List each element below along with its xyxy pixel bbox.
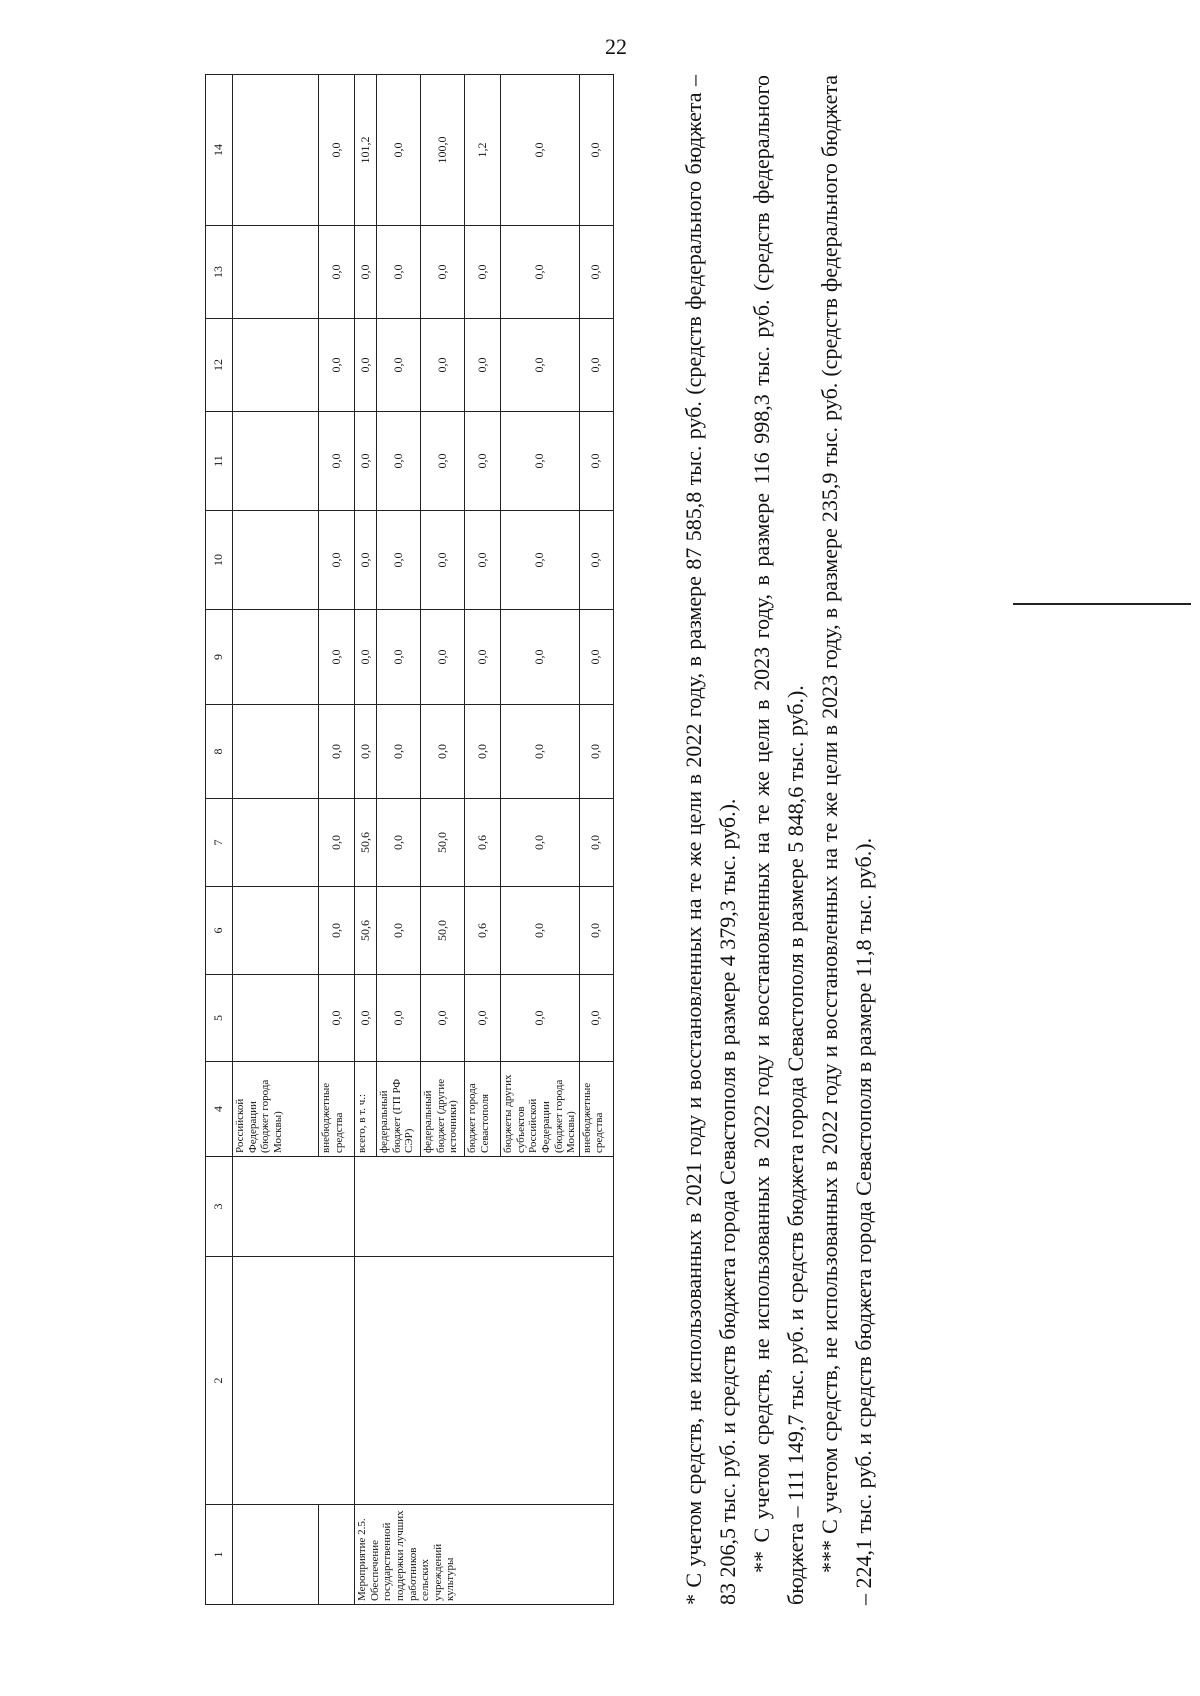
header-cell: 2 (206, 1257, 233, 1505)
value-cell (233, 975, 319, 1062)
value-cell: 0,0 (501, 975, 580, 1062)
value-cell: 0,0 (377, 319, 421, 412)
header-cell: 14 (206, 75, 233, 226)
value-cell: 0,0 (319, 226, 355, 319)
value-cell: 0,0 (421, 226, 465, 319)
budget-table (205, 74, 614, 1605)
value-cell: 0,0 (355, 610, 377, 705)
value-cell (233, 887, 319, 975)
value-cell: 0,0 (579, 705, 613, 799)
funding-source: бюджеты других субъектов Российской Федерации (бюджет города Москвы) (501, 1062, 580, 1157)
header-cell: 5 (206, 975, 233, 1062)
value-cell: 0,0 (465, 319, 501, 412)
value-cell: 0,0 (501, 226, 580, 319)
value-cell: 0,0 (465, 412, 501, 511)
value-cell: 100,0 (421, 75, 465, 226)
value-cell: 0,0 (579, 511, 613, 610)
value-cell: 0,6 (465, 887, 501, 975)
table-cell (233, 1505, 319, 1605)
value-cell: 0,0 (319, 887, 355, 975)
value-cell: 0,0 (465, 975, 501, 1062)
value-cell: 0,0 (501, 887, 580, 975)
value-cell: 0,0 (501, 511, 580, 610)
value-cell (233, 610, 319, 705)
value-cell: 0,0 (319, 412, 355, 511)
value-cell: 50,0 (421, 799, 465, 887)
rotated-content (205, 75, 965, 1605)
value-cell: 50,6 (355, 799, 377, 887)
header-row (206, 75, 233, 1605)
value-cell: 0,0 (355, 511, 377, 610)
value-cell: 50,0 (421, 887, 465, 975)
footnotes (677, 75, 881, 1605)
value-cell: 0,0 (465, 610, 501, 705)
separator-line (1013, 603, 1191, 605)
value-cell: 0,0 (501, 412, 580, 511)
header-cell: 7 (206, 799, 233, 887)
table-cell (355, 1157, 614, 1257)
funding-source: федеральный бюджет (ГП РФ СЭР) (377, 1062, 421, 1157)
value-cell: 0,0 (377, 705, 421, 799)
value-cell: 50,6 (355, 887, 377, 975)
value-cell (233, 705, 319, 799)
value-cell: 0,0 (377, 226, 421, 319)
header-cell: 12 (206, 319, 233, 412)
value-cell: 0,0 (421, 319, 465, 412)
value-cell: 0,0 (501, 799, 580, 887)
value-cell: 0,0 (377, 975, 421, 1062)
value-cell: 0,0 (355, 412, 377, 511)
header-cell: 4 (206, 1062, 233, 1157)
value-cell: 0,0 (355, 705, 377, 799)
value-cell: 0,0 (465, 511, 501, 610)
value-cell: 0,0 (319, 511, 355, 610)
funding-source: внебюджетные средства (579, 1062, 613, 1157)
value-cell: 0,0 (421, 610, 465, 705)
value-cell: 0,0 (355, 226, 377, 319)
value-cell: 0,0 (319, 799, 355, 887)
value-cell: 0,0 (465, 226, 501, 319)
header-cell: 8 (206, 705, 233, 799)
value-cell: 0,0 (579, 412, 613, 511)
table-cell (233, 1157, 355, 1257)
value-cell: 0,0 (501, 610, 580, 705)
footnote: *** С учетом средств, не использованных в 2022 году и восстановленных на те же цели в 2023 году, в размере 235,9 тыс. руб. (средств федерального бюджета – 224,1 тыс. руб. и средств бюджета города Севастополя в размере 11,8 тыс. руб.). (817, 75, 876, 1605)
value-cell: 0,0 (501, 705, 580, 799)
value-cell: 0,0 (579, 975, 613, 1062)
value-cell: 0,0 (501, 75, 580, 226)
value-cell: 0,0 (377, 887, 421, 975)
value-cell: 0,0 (377, 511, 421, 610)
table-cell (319, 1505, 355, 1605)
header-cell: 10 (206, 511, 233, 610)
value-cell: 0,0 (579, 799, 613, 887)
header-cell: 3 (206, 1157, 233, 1257)
value-cell: 0,0 (377, 610, 421, 705)
value-cell (233, 412, 319, 511)
value-cell: 0,0 (421, 975, 465, 1062)
value-cell (233, 75, 319, 226)
value-cell: 0,0 (421, 511, 465, 610)
value-cell: 0,0 (355, 975, 377, 1062)
value-cell: 0,0 (579, 319, 613, 412)
value-cell: 1,2 (465, 75, 501, 226)
funding-source: Российской Федерации (бюджет города Москвы) (233, 1062, 319, 1157)
value-cell: 0,0 (421, 412, 465, 511)
header-cell: 6 (206, 887, 233, 975)
footnote: * С учетом средств, не использованных в 2021 году и восстановленных на те же цели в 2022 году, в размере 87 585,8 тыс. руб. (средств федерального бюджета – 83 206,5 тыс. руб. и средств бюджета города Севастополя в размере 4 379,3 тыс. руб.). (681, 75, 740, 1605)
value-cell: 0,0 (319, 975, 355, 1062)
table-body (206, 75, 614, 1605)
value-cell: 0,0 (319, 319, 355, 412)
value-cell: 0,0 (319, 610, 355, 705)
table-cell (355, 1257, 614, 1505)
footnote: ** С учетом средств, не использованных в 2022 году и восстановленных на те же цели в 2023 году, в размере 116 998,3 тыс. руб. (средств федерального бюджета – 111 149,7 тыс. руб. и средств бюджета города Севастополя в размере 5 848,6 тыс. руб.). (749, 75, 808, 1605)
page-number: 22 (605, 34, 627, 59)
value-cell: 0,0 (377, 412, 421, 511)
value-cell: 0,0 (319, 705, 355, 799)
value-cell: 0,6 (465, 799, 501, 887)
measure-label: Мероприятие 2.5. Обеспечение государственной поддержки лучших работников сельских учреждений культуры (355, 1505, 614, 1605)
value-cell: 0,0 (579, 226, 613, 319)
table-row (355, 75, 377, 1605)
funding-source: федеральный бюджет (другие источники) (421, 1062, 465, 1157)
value-cell: 0,0 (579, 610, 613, 705)
value-cell: 0,0 (421, 705, 465, 799)
funding-source: бюджет города Севастополя (465, 1062, 501, 1157)
value-cell: 0,0 (377, 75, 421, 226)
funding-source: всего, в т. ч.: (355, 1062, 377, 1157)
value-cell (233, 799, 319, 887)
value-cell (233, 319, 319, 412)
funding-source: внебюджетные средства (319, 1062, 355, 1157)
value-cell: 0,0 (465, 705, 501, 799)
header-cell: 9 (206, 610, 233, 705)
value-cell (233, 511, 319, 610)
value-cell: 0,0 (579, 75, 613, 226)
value-cell: 0,0 (579, 887, 613, 975)
value-cell: 0,0 (319, 75, 355, 226)
table-cell (233, 1257, 355, 1505)
value-cell: 0,0 (355, 319, 377, 412)
value-cell: 0,0 (501, 319, 580, 412)
table-row (233, 75, 319, 1605)
value-cell: 0,0 (377, 799, 421, 887)
header-cell: 13 (206, 226, 233, 319)
value-cell: 101,2 (355, 75, 377, 226)
header-cell: 11 (206, 412, 233, 511)
value-cell (233, 226, 319, 319)
header-cell: 1 (206, 1505, 233, 1605)
